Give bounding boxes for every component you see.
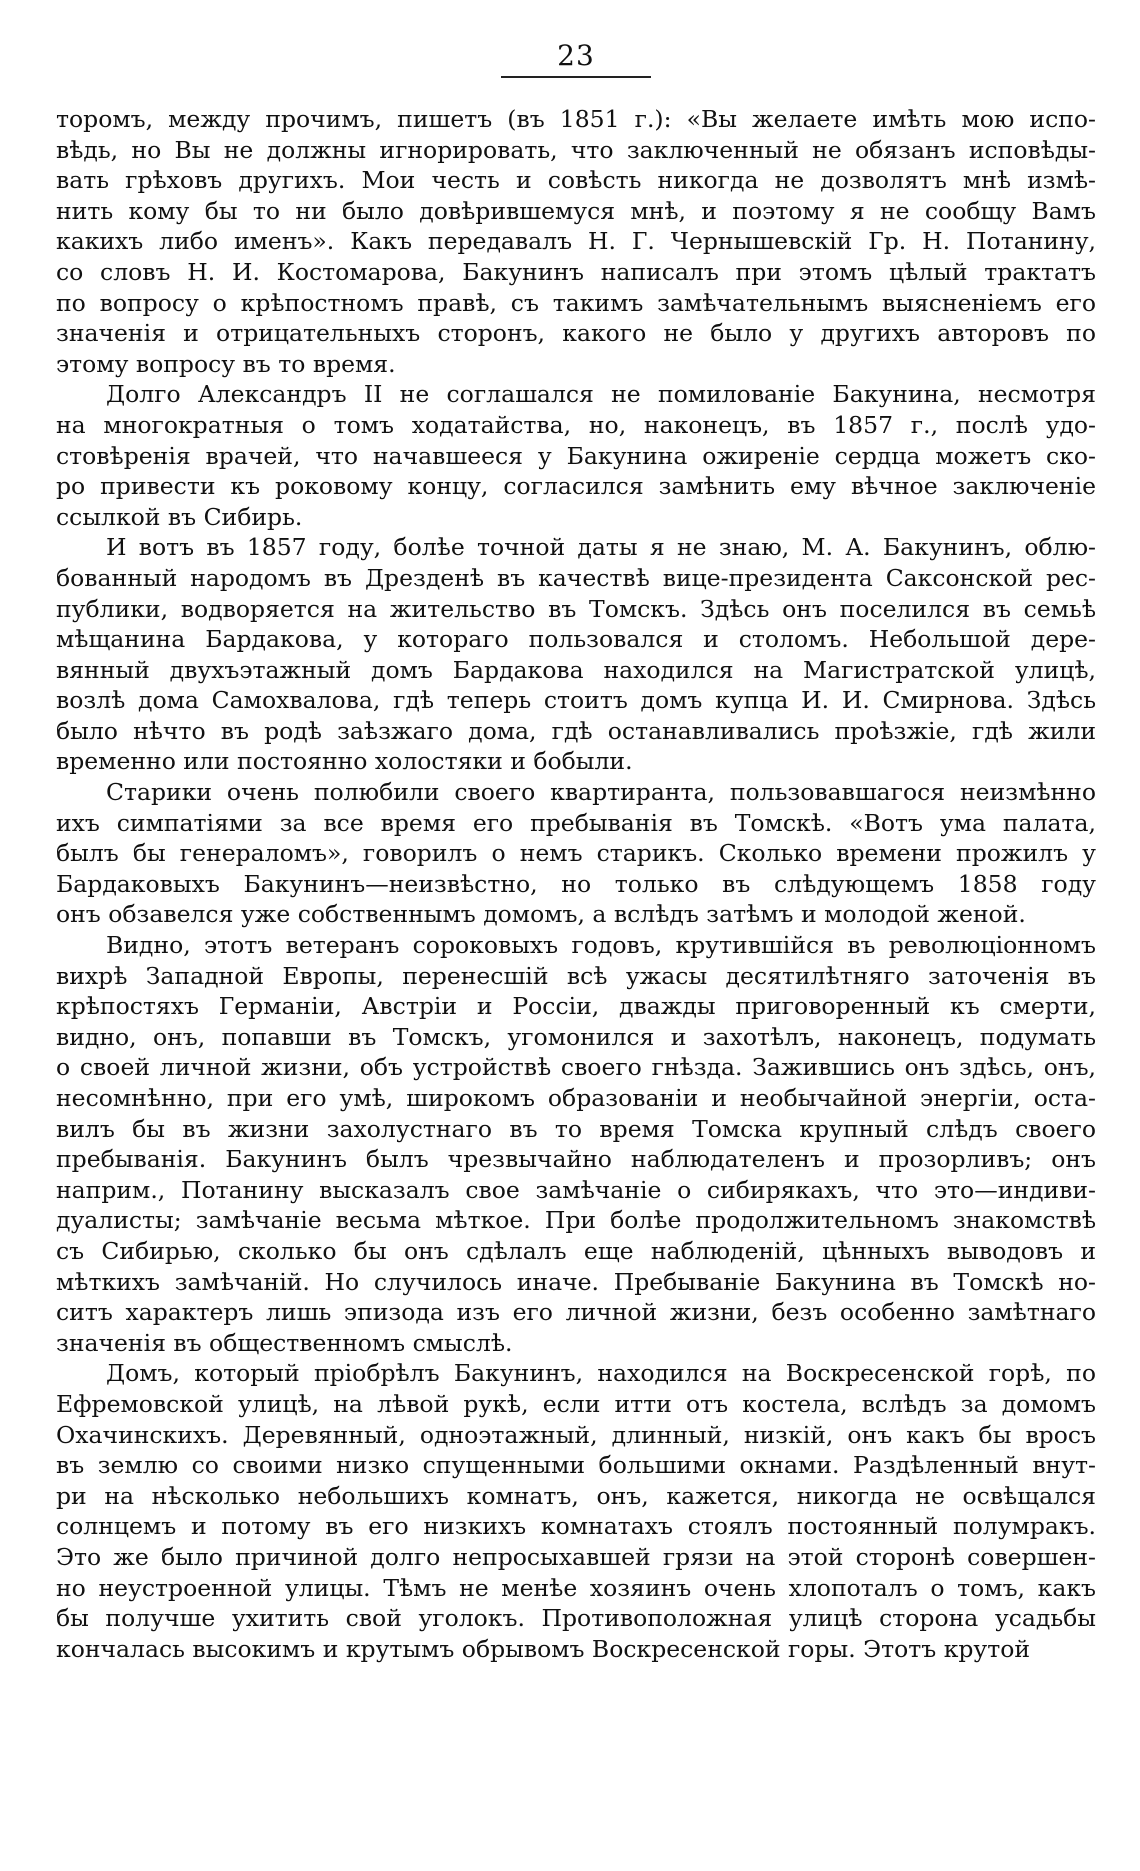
page-number: 23 bbox=[557, 39, 595, 72]
text-line: возлѣ дома Самохвалова, гдѣ теперь стоитъ домъ купца И. И. Смирнова. Здѣсь bbox=[56, 686, 1096, 715]
text-line: ихъ симпатіями за все время его пребыванія въ Томскѣ. «Вотъ ума палата, bbox=[56, 808, 1096, 837]
text-line: ри на нѣсколько небольшихъ комнатъ, онъ, кажется, никогда не освѣщался bbox=[56, 1481, 1096, 1510]
text-line: наприм., Потанину высказалъ свое замѣчаніе о сибирякахъ, что это—индиви- bbox=[56, 1175, 1096, 1204]
paragraph bbox=[56, 1358, 1096, 1664]
text-line: бованный народомъ въ Дрезденѣ въ качествѣ вице-президента Саксонской рес- bbox=[56, 563, 1096, 592]
text-line: Охачинскихъ. Деревянный, одноэтажный, длинный, низкій, онъ какъ бы вросъ bbox=[56, 1420, 1096, 1449]
text-line: на многократныя о томъ ходатайства, но, наконецъ, въ 1857 г., послѣ удо- bbox=[56, 410, 1096, 439]
text-line: крѣпостяхъ Германіи, Австріи и Россіи, дважды приговоренный къ смерти, bbox=[56, 992, 1096, 1021]
page-number-rule bbox=[501, 76, 651, 78]
text-line: Бардаковыхъ Бакунинъ—неизвѣстно, но только въ слѣдующемъ 1858 году bbox=[56, 869, 1096, 898]
text-line: было нѣчто въ родѣ заѣзжаго дома, гдѣ останавливались проѣзжіе, гдѣ жили bbox=[56, 716, 1096, 745]
paragraph bbox=[56, 777, 1096, 930]
text-line: стовѣренія врачей, что начавшееся у Бакунина ожиреніе сердца можетъ ско- bbox=[56, 441, 1096, 470]
text-line: вилъ бы въ жизни захолустнаго въ то время Томска крупный слѣдъ своего bbox=[56, 1114, 1096, 1143]
text-line: онъ обзавелся уже собственнымъ домомъ, а вслѣдъ затѣмъ и молодой женой. bbox=[56, 900, 1026, 929]
text-line: публики, водворяется на жительство въ Томскъ. Здѣсь онъ поселился въ семьѣ bbox=[56, 594, 1096, 623]
text-line: кончалась высокимъ и крутымъ обрывомъ Воскресенской горы. Этотъ крутой bbox=[56, 1634, 1031, 1663]
text-line: но неустроенной улицы. Тѣмъ не менѣе хозяинъ очень хлопоталъ о томъ, какъ bbox=[56, 1573, 1096, 1602]
text-line: пребыванія. Бакунинъ былъ чрезвычайно наблюдателенъ и прозорливъ; онъ bbox=[56, 1145, 1096, 1174]
paragraph bbox=[56, 532, 1096, 777]
text-line: И вотъ въ 1857 году, болѣе точной даты я не знаю, М. А. Бакунинъ, облю- bbox=[106, 533, 1096, 562]
paragraph bbox=[56, 379, 1096, 532]
text-line: ро привести къ роковому концу, согласился замѣнить ему вѣчное заключеніе bbox=[56, 472, 1096, 501]
text-line: несомнѣнно, при его умѣ, широкомъ образованіи и необычайной энергіи, оста- bbox=[56, 1084, 1096, 1112]
text-line: временно или постоянно холостяки и бобыли. bbox=[56, 747, 633, 776]
text-line: ситъ характеръ лишь эпизода изъ его личной жизни, безъ особенно замѣтнаго bbox=[56, 1298, 1096, 1327]
text-line: бы получше ухитить свой уголокъ. Противоположная улицѣ сторона усадьбы bbox=[56, 1604, 1096, 1633]
text-line: мѣщанина Бардакова, у котораго пользовался и столомъ. Небольшой дере- bbox=[56, 625, 1096, 654]
text-line: вать грѣховъ другихъ. Мои честь и совѣсть никогда не дозволятъ мнѣ измѣ- bbox=[56, 166, 1096, 195]
text-line: нить кому бы то ни было довѣрившемуся мнѣ, и поэтому я не сообщу Вамъ bbox=[56, 196, 1096, 225]
text-line: о своей личной жизни, объ устройствѣ своего гнѣзда. Зажившись онъ здѣсь, онъ, bbox=[56, 1053, 1096, 1082]
text-line: какихъ либо именъ». Какъ передавалъ Н. Г. Чернышевскій Гр. Н. Потанину, bbox=[56, 227, 1096, 256]
text-line: Старики очень полюбили своего квартиранта, пользовавшагося неизмѣнно bbox=[106, 778, 1096, 807]
text-line: дуалисты; замѣчаніе весьма мѣткое. При болѣе продолжительномъ знакомствѣ bbox=[56, 1206, 1096, 1235]
text-line: по вопросу о крѣпостномъ правѣ, съ такимъ замѣчательнымъ выясненіемъ его bbox=[56, 288, 1096, 317]
text-line: видно, онъ, попавши въ Томскъ, угомонился и захотѣлъ, наконецъ, подумать bbox=[56, 1022, 1096, 1051]
text-line: Видно, этотъ ветеранъ сороковыхъ годовъ, крутившійся въ революціонномъ bbox=[106, 931, 1096, 960]
text-line: вянный двухъэтажный домъ Бардакова находился на Магистратской улицѣ, bbox=[56, 655, 1096, 684]
text-line: Долго Александръ II не соглашался не помилованіе Бакунина, несмотря bbox=[106, 380, 1096, 409]
text-line: этому вопросу въ то время. bbox=[56, 349, 396, 378]
text-line: со словъ Н. И. Костомарова, Бакунинъ написалъ при этомъ цѣлый трактатъ bbox=[56, 257, 1096, 286]
text-line: Это же было причиной долго непросыхавшей грязи на этой стоpонѣ совершен- bbox=[56, 1542, 1096, 1571]
text-line: вихрѣ Западной Европы, перенесшій всѣ ужасы десятилѣтняго заточенія въ bbox=[56, 961, 1096, 990]
body-text bbox=[56, 104, 1096, 1664]
text-line: значенія въ общественномъ смыслѣ. bbox=[56, 1328, 513, 1357]
paragraph bbox=[56, 930, 1096, 1358]
text-line: значенія и отрицательныхъ сторонъ, какого не было у другихъ авторовъ по bbox=[56, 319, 1096, 348]
text-line: ссылкой въ Сибирь. bbox=[56, 502, 303, 531]
text-line: Домъ, который пріобрѣлъ Бакунинъ, находился на Воскресенской горѣ, по bbox=[106, 1359, 1096, 1388]
text-line: солнцемъ и потому въ его низкихъ комнатахъ стоялъ постоянный полумракъ. bbox=[56, 1512, 1096, 1541]
text-line: въ землю со своими низко спущенными большими окнами. Раздѣленный внут- bbox=[56, 1451, 1096, 1480]
paragraph bbox=[56, 104, 1096, 379]
text-line: Ефремовской улицѣ, на лѣвой рукѣ, если итти отъ костела, вслѣдъ за домомъ bbox=[56, 1389, 1096, 1418]
text-line: вѣдь, но Вы не должны игнорировать, что заключенный не обязанъ исповѣды- bbox=[56, 135, 1096, 164]
text-line: мѣткихъ замѣчаній. Но случилось иначе. Пребываніе Бакунина въ Томскѣ но- bbox=[56, 1267, 1096, 1296]
text-line: былъ бы генераломъ», говорилъ о немъ старикъ. Сколько времени прожилъ у bbox=[56, 839, 1096, 868]
text-line: съ Сибирью, сколько бы онъ сдѣлалъ еще наблюденій, цѣнныхъ выводовъ и bbox=[56, 1236, 1096, 1265]
text-line: торомъ, между прочимъ, пишетъ (въ 1851 г.): «Вы желаете имѣть мою испо- bbox=[56, 105, 1096, 133]
